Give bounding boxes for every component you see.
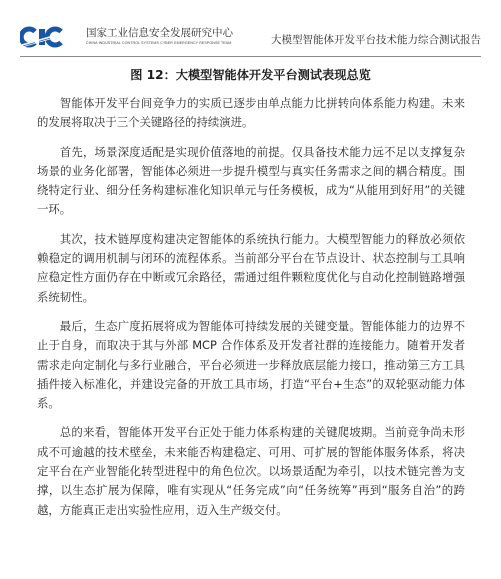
cic-logo [20,26,82,48]
organization-name-en: CHINA INDUSTRIAL CONTROL SYSTEMS CYBER EMERGENCY RESPONSE TEAM [86,41,232,45]
page-header [20,24,481,54]
paragraph-first: 首先，场景深度适配是实现价值落地的前提。仅具备技术能力远不足以支撑复杂场景的业务化部署，智能体必须进一步提升模型与真实任务需求之间的耦合精度。围绕特定行业、细分任务构建标准化知识单元与任务模板，成为“从能用到好用”的关键一环。 [37,144,465,217]
paragraph-last: 最后，生态广度拓展将成为智能体可持续发展的关键变量。智能体能力的边界不止于自身，而取决于其与外部 MCP 合作体系及开发者社群的连接能力。随着开发者需求走向定制化与多行业融合，平台必须进一步释放底层能力接口，推动第三方工具插件接入标准化，并建设完备的开放工具市场，打造“平台+生态”的双轮驱动能力体系。 [37,318,465,411]
header-divider [20,56,481,57]
body-text [37,94,465,530]
paragraph-intro: 智能体开发平台间竞争力的实质已逐步由单点能力比拼转向体系能力构建。未来的发展将取决于三个关键路径的持续演进。 [37,96,465,130]
organization-name-cn: 国家工业信息安全发展研究中心 [86,27,233,39]
paragraph-second: 其次，技术链厚度构建决定智能体的系统执行能力。大模型智能力的释放必须依赖稳定的调用机制与闭环的流程体系。当前部分平台在节点设计、状态控制与工具响应稳定性方面仍存在中断或冗余路径，需通过组件颗粒度优化与自动化控制链路增强系统韧性。 [37,231,465,304]
report-title: 大模型智能体开发平台技术能力综合测试报告 [271,34,481,46]
figure-caption: 图 12：大模型智能体开发平台测试表现总览 [130,68,371,82]
organization-block [86,27,261,46]
paragraph-summary: 总的来看，智能体开发平台正处于能力体系构建的关键爬坡期。当前竞争尚未形成不可逾越的技术壁垒，未来能否构建稳定、可用、可扩展的智能体服务体系，将决定平台在产业智能化转型进程中的角色位次。以场景适配为牵引，以技术链完善为支撑，以生态扩展为保障，唯有实现从“任务完成”向“任务统筹”再到“服务自治”的跨越，方能真正走出实验性应用，迈入生产级交付。 [37,425,465,517]
